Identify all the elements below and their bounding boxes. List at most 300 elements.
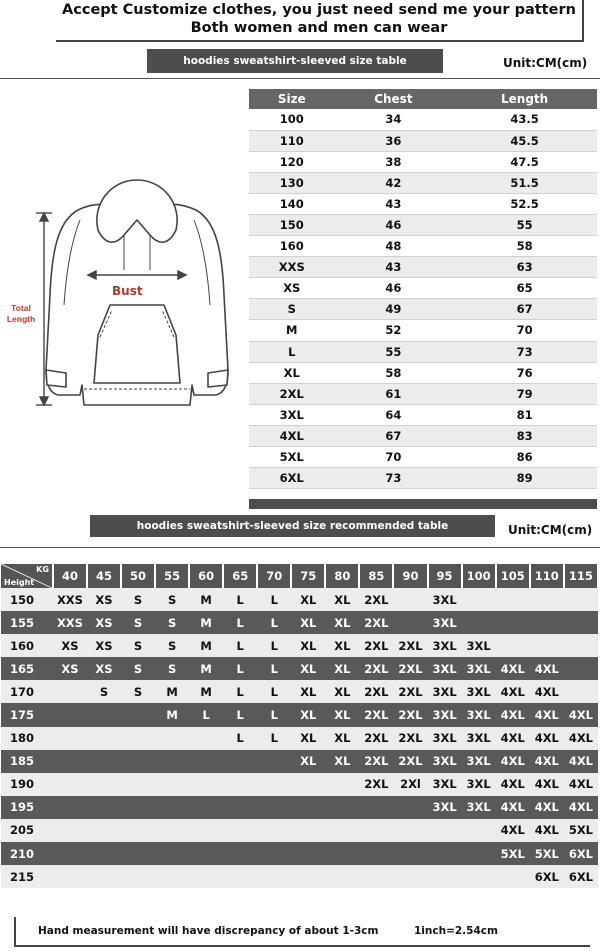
table-row [249, 193, 597, 214]
size-cell [223, 773, 257, 796]
size-cell: L [223, 680, 257, 703]
table-cell: 51.5 [452, 172, 597, 193]
size-cell [393, 611, 427, 634]
table-cell: 73 [335, 468, 453, 489]
weight-header-row [1, 564, 598, 588]
size-cell [155, 727, 189, 750]
size-cell [257, 773, 291, 796]
size-cell: 3XL [428, 680, 462, 703]
table-cell: XS [249, 278, 335, 299]
size-cell [530, 611, 564, 634]
size-cell [393, 796, 427, 819]
table-cell: 47.5 [452, 151, 597, 172]
size-cell: 3XL [462, 750, 496, 773]
size-cell [428, 819, 462, 842]
size-cell: XL [325, 750, 359, 773]
table-cell: 140 [249, 193, 335, 214]
size-cell [325, 819, 359, 842]
table-row [249, 383, 597, 404]
size-cell: XS [87, 657, 121, 680]
table-cell: 46 [335, 278, 453, 299]
table-cell: 45.5 [452, 130, 597, 151]
size-cell [564, 611, 598, 634]
table-cell: 34 [335, 109, 453, 130]
table-row [1, 865, 598, 888]
size-cell [564, 680, 598, 703]
size-cell: 4XL [496, 703, 530, 726]
size-cell: XL [291, 634, 325, 657]
header-line-2: Both women and men can wear [190, 20, 448, 36]
table-row [1, 750, 598, 773]
size-cell: 4XL [530, 727, 564, 750]
size-cell [393, 865, 427, 888]
table-cell: 2XL [249, 383, 335, 404]
table-cell: 63 [452, 257, 597, 278]
size-cell: 4XL [530, 680, 564, 703]
size-cell [462, 842, 496, 865]
table-cell: 81 [452, 404, 597, 425]
column-header: Size [249, 89, 335, 109]
size-cell [189, 750, 223, 773]
size-cell: M [189, 680, 223, 703]
size-cell [223, 750, 257, 773]
table-cell: 65 [452, 278, 597, 299]
size-cell [121, 819, 155, 842]
table-cell: 150 [249, 214, 335, 235]
size-cell [530, 588, 564, 611]
divider [0, 78, 600, 79]
size-cell: 4XL [530, 819, 564, 842]
size-cell: 3XL [428, 750, 462, 773]
size-cell: XL [325, 657, 359, 680]
size-cell [155, 819, 189, 842]
size-cell: S [155, 611, 189, 634]
table-row [249, 468, 597, 489]
height-cell: 150 [1, 588, 53, 611]
size-cell [223, 819, 257, 842]
size-cell: 5XL [564, 819, 598, 842]
size-cell [87, 865, 121, 888]
size-cell: 6XL [530, 865, 564, 888]
weight-header: 70 [257, 564, 291, 588]
size-cell [496, 865, 530, 888]
size-cell: S [121, 588, 155, 611]
table-row [1, 588, 598, 611]
size-cell: XL [291, 657, 325, 680]
size-cell [530, 634, 564, 657]
size-cell: 3XL [428, 727, 462, 750]
table-row [1, 796, 598, 819]
table-row [1, 819, 598, 842]
size-cell [189, 773, 223, 796]
size-cell: S [155, 657, 189, 680]
header-notice [56, 0, 584, 42]
table-cell: 120 [249, 151, 335, 172]
size-cell: 2XL [359, 703, 393, 726]
size-cell [121, 703, 155, 726]
size-cell: M [155, 703, 189, 726]
size-cell [257, 796, 291, 819]
table-cell: 61 [335, 383, 453, 404]
size-cell [53, 773, 87, 796]
size-cell: XL [325, 634, 359, 657]
size-chart-table [249, 89, 597, 489]
size-cell [53, 680, 87, 703]
size-cell: S [121, 634, 155, 657]
table-row [249, 214, 597, 235]
size-cell [359, 796, 393, 819]
size-cell [155, 773, 189, 796]
size-cell [223, 842, 257, 865]
table-cell: 38 [335, 151, 453, 172]
size-cell [53, 819, 87, 842]
table-cell: 43 [335, 257, 453, 278]
size-cell [87, 819, 121, 842]
size-cell [325, 842, 359, 865]
table-cell: 83 [452, 425, 597, 446]
size-cell: 2XL [359, 611, 393, 634]
column-header: Chest [335, 89, 453, 109]
table-cell: 86 [452, 447, 597, 468]
size-cell: 2XL [393, 727, 427, 750]
size-cell [121, 796, 155, 819]
size-cell [121, 727, 155, 750]
size-cell [428, 865, 462, 888]
size-cell: L [257, 634, 291, 657]
weight-header: 65 [223, 564, 257, 588]
table-cell: 6XL [249, 468, 335, 489]
size-cell: L [257, 588, 291, 611]
size-cell [564, 657, 598, 680]
weight-header: 60 [189, 564, 223, 588]
size-cell: M [189, 657, 223, 680]
divider [0, 547, 600, 548]
table-row [249, 130, 597, 151]
size-cell [223, 796, 257, 819]
size-cell: XL [325, 703, 359, 726]
size-cell [189, 865, 223, 888]
size-cell [496, 588, 530, 611]
size-cell [359, 819, 393, 842]
size-cell [189, 727, 223, 750]
table-row [249, 447, 597, 468]
table-row [1, 680, 598, 703]
size-cell: L [257, 703, 291, 726]
table-cell: 46 [335, 214, 453, 235]
table-corner [1, 564, 53, 588]
header-line-1: Accept Customize clothes, you just need send me your pattern [62, 2, 576, 18]
inch-conversion: 1inch=2.54cm [414, 925, 498, 937]
table-cell: 52.5 [452, 193, 597, 214]
size-cell: 2XL [393, 750, 427, 773]
size-cell: XL [325, 588, 359, 611]
size-cell: 4XL [496, 657, 530, 680]
table-cell: 43.5 [452, 109, 597, 130]
size-cell: L [257, 611, 291, 634]
table-cell: 110 [249, 130, 335, 151]
size-cell: 5XL [496, 842, 530, 865]
size-cell: 4XL [530, 657, 564, 680]
table-cell: 49 [335, 299, 453, 320]
size-cell: 4XL [496, 750, 530, 773]
size-cell [325, 796, 359, 819]
size-cell [291, 865, 325, 888]
size-cell: XS [87, 634, 121, 657]
weight-header: 110 [530, 564, 564, 588]
table-row [1, 657, 598, 680]
weight-header: 80 [325, 564, 359, 588]
size-cell: XS [87, 611, 121, 634]
size-cell: XL [291, 703, 325, 726]
size-cell [325, 865, 359, 888]
recommend-table-unit: Unit:CM(cm) [508, 523, 593, 537]
table-cell: 43 [335, 193, 453, 214]
size-cell: 3XL [428, 703, 462, 726]
table-cell: L [249, 341, 335, 362]
size-cell [257, 842, 291, 865]
table-cell: 160 [249, 236, 335, 257]
size-cell: XS [53, 657, 87, 680]
size-cell: 3XL [428, 611, 462, 634]
size-cell: 2XL [359, 634, 393, 657]
size-cell [291, 796, 325, 819]
size-cell: 2XL [393, 680, 427, 703]
size-cell: 3XL [462, 634, 496, 657]
size-table-unit: Unit:CM(cm) [503, 56, 588, 70]
size-cell [121, 773, 155, 796]
height-cell: 170 [1, 680, 53, 703]
size-cell: 3XL [428, 796, 462, 819]
size-cell: L [257, 657, 291, 680]
size-cell: 2XL [359, 588, 393, 611]
size-cell: S [121, 680, 155, 703]
height-cell: 180 [1, 727, 53, 750]
table-cell: 55 [335, 341, 453, 362]
size-cell: XXS [53, 611, 87, 634]
size-cell [87, 773, 121, 796]
size-cell [257, 865, 291, 888]
size-table-footer-bar [249, 499, 597, 509]
size-cell [53, 703, 87, 726]
size-cell: 6XL [564, 842, 598, 865]
size-cell [462, 611, 496, 634]
size-cell: 4XL [530, 796, 564, 819]
size-cell: XL [291, 611, 325, 634]
size-cell: 2XL [359, 680, 393, 703]
size-cell: 4XL [530, 773, 564, 796]
size-cell [53, 842, 87, 865]
height-cell: 210 [1, 842, 53, 865]
weight-header: 115 [564, 564, 598, 588]
size-cell: S [155, 588, 189, 611]
size-cell [325, 773, 359, 796]
size-cell: 4XL [496, 796, 530, 819]
table-cell: 58 [452, 236, 597, 257]
size-cell [189, 842, 223, 865]
size-cell: S [87, 680, 121, 703]
table-row [249, 278, 597, 299]
size-cell: M [189, 611, 223, 634]
size-cell: L [223, 703, 257, 726]
size-cell: L [223, 588, 257, 611]
size-cell: 4XL [530, 750, 564, 773]
size-cell: XL [291, 750, 325, 773]
weight-header: 90 [393, 564, 427, 588]
size-cell: 3XL [428, 634, 462, 657]
size-cell: XXS [53, 588, 87, 611]
table-cell: 48 [335, 236, 453, 257]
table-row [1, 703, 598, 726]
weight-header: 50 [121, 564, 155, 588]
table-row [1, 611, 598, 634]
weight-header: 85 [359, 564, 393, 588]
size-cell: 3XL [462, 727, 496, 750]
size-cell [87, 796, 121, 819]
size-cell [257, 819, 291, 842]
size-cell [87, 842, 121, 865]
size-cell [462, 588, 496, 611]
table-row [249, 341, 597, 362]
size-cell: M [189, 634, 223, 657]
table-cell: 67 [452, 299, 597, 320]
size-cell [87, 727, 121, 750]
weight-header: 100 [462, 564, 496, 588]
table-row [1, 842, 598, 865]
size-cell: 2Xl [393, 773, 427, 796]
table-cell: 70 [452, 320, 597, 341]
size-cell [462, 865, 496, 888]
size-cell [53, 727, 87, 750]
table-row [249, 172, 597, 193]
size-cell [87, 750, 121, 773]
table-row [249, 404, 597, 425]
footer-note [14, 917, 590, 947]
height-cell: 160 [1, 634, 53, 657]
size-cell: 3XL [428, 657, 462, 680]
size-cell [53, 750, 87, 773]
weight-header: 75 [291, 564, 325, 588]
table-cell: 5XL [249, 447, 335, 468]
size-cell [223, 865, 257, 888]
table-cell: XL [249, 362, 335, 383]
size-cell: 3XL [462, 680, 496, 703]
size-cell [393, 842, 427, 865]
table-cell: 70 [335, 447, 453, 468]
table-cell: 79 [452, 383, 597, 404]
height-cell: 215 [1, 865, 53, 888]
size-table-banner: hoodies sweatshirt-sleeved size table [147, 49, 443, 73]
table-cell: 58 [335, 362, 453, 383]
size-cell: 2XL [393, 703, 427, 726]
height-cell: 165 [1, 657, 53, 680]
size-cell [189, 796, 223, 819]
table-cell: 100 [249, 109, 335, 130]
size-cell [189, 819, 223, 842]
table-row [249, 151, 597, 172]
size-cell [291, 773, 325, 796]
weight-header: 40 [53, 564, 87, 588]
size-cell: 4XL [496, 819, 530, 842]
table-row [1, 727, 598, 750]
size-cell: XL [291, 588, 325, 611]
size-cell: 4XL [564, 773, 598, 796]
size-cell [121, 865, 155, 888]
table-cell: 55 [452, 214, 597, 235]
size-cell: 4XL [530, 703, 564, 726]
size-cell [53, 865, 87, 888]
size-cell: XL [325, 727, 359, 750]
size-cell: 2XL [359, 727, 393, 750]
size-cell [53, 796, 87, 819]
size-cell [155, 750, 189, 773]
size-cell [359, 842, 393, 865]
size-cell [393, 588, 427, 611]
table-cell: 52 [335, 320, 453, 341]
table-cell: 64 [335, 404, 453, 425]
table-cell: M [249, 320, 335, 341]
size-cell: 4XL [496, 680, 530, 703]
size-cell: 4XL [496, 727, 530, 750]
size-cell: 3XL [428, 588, 462, 611]
size-cell: L [257, 680, 291, 703]
size-cell: 3XL [462, 796, 496, 819]
size-cell: 2XL [393, 634, 427, 657]
size-cell: 2XL [359, 773, 393, 796]
size-cell: M [155, 680, 189, 703]
recommend-table-banner: hoodies sweatshirt-sleeved size recommended table [90, 515, 495, 537]
total-length-label: Total Length [6, 303, 36, 324]
size-cell [496, 634, 530, 657]
size-cell: XL [325, 680, 359, 703]
size-cell [428, 842, 462, 865]
table-cell: 42 [335, 172, 453, 193]
table-cell: S [249, 299, 335, 320]
size-cell: 3XL [428, 773, 462, 796]
size-cell: L [223, 657, 257, 680]
size-cell: XS [53, 634, 87, 657]
table-cell: 89 [452, 468, 597, 489]
height-axis-label: Height [4, 578, 35, 587]
size-cell: 3XL [462, 703, 496, 726]
table-cell: 130 [249, 172, 335, 193]
size-cell: 4XL [564, 703, 598, 726]
table-cell: 67 [335, 425, 453, 446]
weight-header: 105 [496, 564, 530, 588]
size-cell: XL [325, 611, 359, 634]
table-row [249, 362, 597, 383]
table-cell: XXS [249, 257, 335, 278]
size-cell [155, 865, 189, 888]
size-cell: L [223, 611, 257, 634]
table-cell: 73 [452, 341, 597, 362]
size-cell [564, 588, 598, 611]
size-cell: S [121, 657, 155, 680]
weight-header: 55 [155, 564, 189, 588]
table-row [1, 634, 598, 657]
table-row [249, 109, 597, 130]
size-cell: 4XL [564, 727, 598, 750]
table-cell: 76 [452, 362, 597, 383]
table-row [249, 425, 597, 446]
size-cell [257, 750, 291, 773]
size-cell [121, 750, 155, 773]
height-cell: 205 [1, 819, 53, 842]
height-cell: 185 [1, 750, 53, 773]
size-cell [393, 819, 427, 842]
table-row [249, 320, 597, 341]
weight-header: 45 [87, 564, 121, 588]
height-cell: 175 [1, 703, 53, 726]
